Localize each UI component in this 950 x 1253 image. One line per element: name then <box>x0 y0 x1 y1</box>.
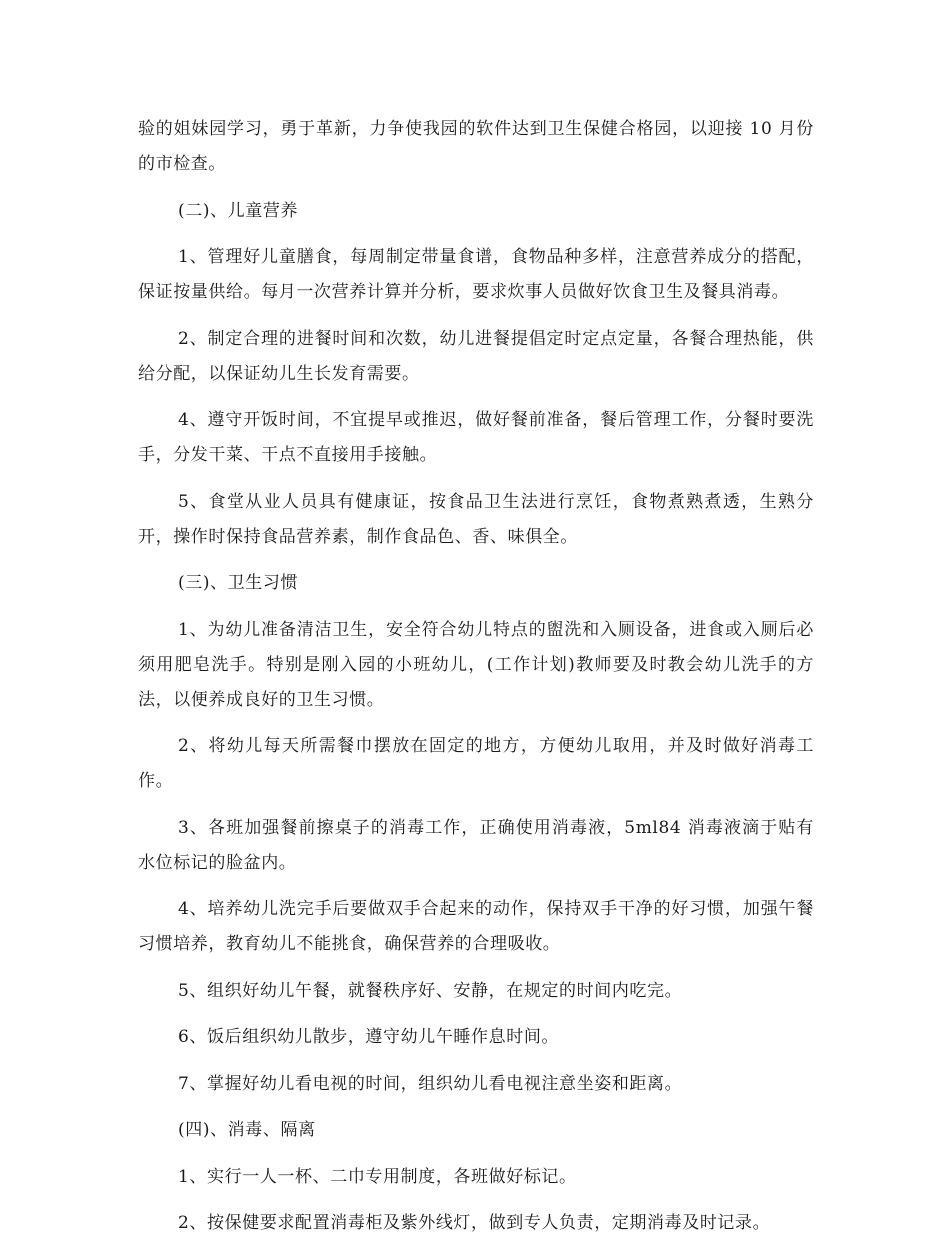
paragraph: 7、掌握好幼儿看电视的时间，组织幼儿看电视注意坐姿和距离。 <box>178 1073 683 1094</box>
paragraph: 2、将幼儿每天所需餐巾摆放在固定的地方，方便幼儿取用，并及时做好消毒工作。 <box>138 736 814 791</box>
paragraph: 1、管理好儿童膳食，每周制定带量食谱，食物品种多样，注意营养成分的搭配，保证按量供给。每月一次营养计算并分析，要求炊事人员做好饮食卫生及餐具消毒。 <box>138 247 814 302</box>
paragraph: 1、实行一人一杯、二巾专用制度，各班做好标记。 <box>178 1166 577 1187</box>
paragraph-continuation: 验的姐妹园学习，勇于革新，力争使我园的软件达到卫生保健合格园，以迎接 10 月份的市检查。 <box>138 119 814 174</box>
paragraph: 1、为幼儿准备清洁卫生，安全符合幼儿特点的盥洗和入厕设备，进食或入厕后必须用肥皂洗手。特别是刚入园的小班幼儿，(工作计划)教师要及时教会幼儿洗手的方法，以便养成良好的卫生习惯。 <box>138 619 814 710</box>
document-page <box>138 112 814 1253</box>
paragraph: 4、培养幼儿洗完手后要做双手合起来的动作，保持双手干净的好习惯，加强午餐习惯培养，教育幼儿不能挑食，确保营养的合理吸收。 <box>138 899 814 954</box>
paragraph: 6、饭后组织幼儿散步，遵守幼儿午睡作息时间。 <box>178 1027 560 1047</box>
section-heading-nutrition: (二)、儿童营养 <box>178 200 299 221</box>
section-heading-hygiene: (三)、卫生习惯 <box>178 573 299 593</box>
paragraph: 5、食堂从业人员具有健康证，按食品卫生法进行烹饪，食物煮熟煮透，生熟分开，操作时保持食品营养素，制作食品色、香、味俱全。 <box>138 491 814 547</box>
section-heading-disinfection: (四)、消毒、隔离 <box>178 1120 316 1140</box>
paragraph: 2、制定合理的进餐时间和次数，幼儿进餐提倡定时定点定量，各餐合理热能，供给分配，以保证幼儿生长发育需要。 <box>138 328 814 384</box>
paragraph: 4、遵守开饭时间，不宜提早或推迟，做好餐前准备，餐后管理工作，分餐时要洗手，分发干菜、干点不直接用手接触。 <box>138 410 814 465</box>
paragraph: 3、各班加强餐前擦桌子的消毒工作，正确使用消毒液，5ml84 消毒液滴于贴有水位标记的脸盆内。 <box>138 817 814 873</box>
paragraph: 5、组织好幼儿午餐，就餐秩序好、安静，在规定的时间内吃完。 <box>178 980 683 1001</box>
paragraph: 2、按保健要求配置消毒柜及紫外线灯，做到专人负责，定期消毒及时记录。 <box>178 1213 771 1233</box>
